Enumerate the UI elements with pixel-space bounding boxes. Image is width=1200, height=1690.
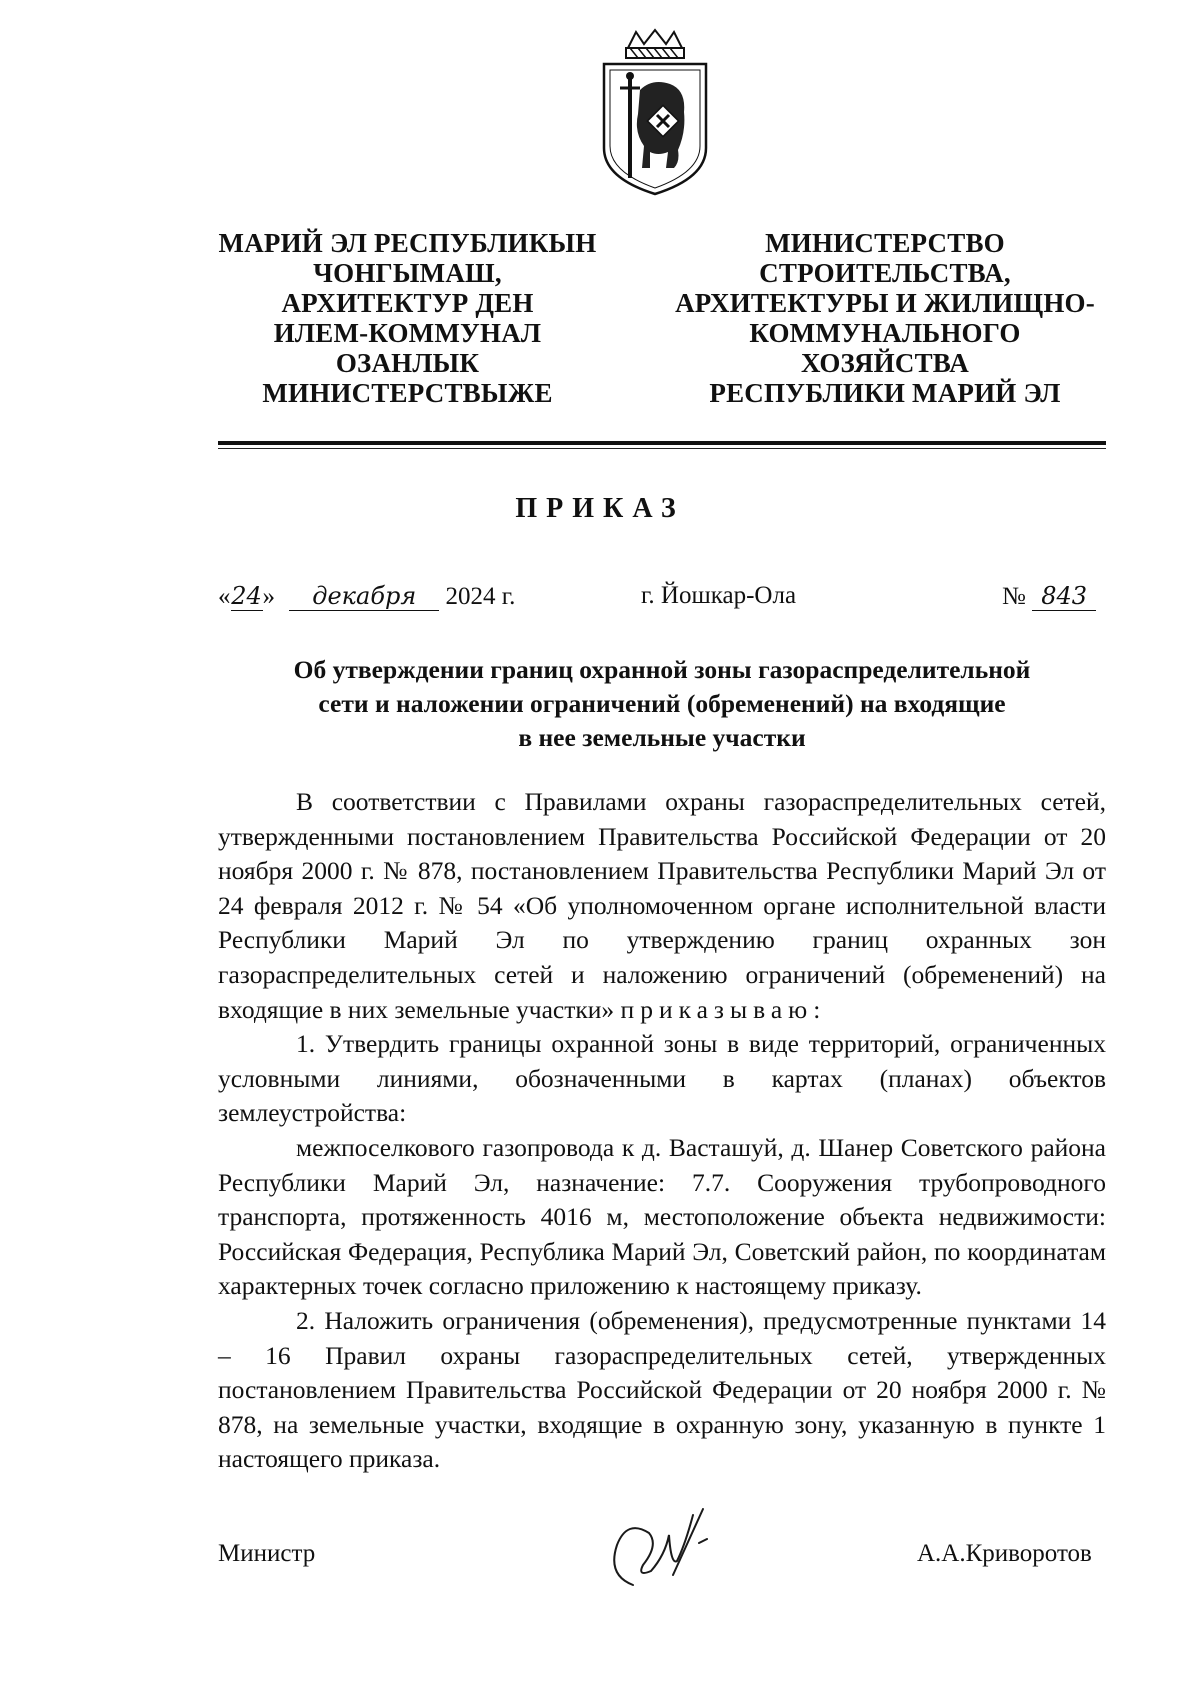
date-day: 24: [231, 582, 262, 610]
header-right-line: КОММУНАЛЬНОГО: [749, 318, 1021, 348]
header-left-line: МИНИСТЕРСТВЫЖЕ: [262, 378, 553, 408]
coat-of-arms-icon: [600, 28, 710, 198]
header-left-line: ИЛЕМ-КОММУНАЛ: [273, 318, 542, 348]
order-word: приказываю:: [620, 994, 827, 1024]
title-line: сети и наложении ограничений (обременений) на входящие: [318, 689, 1006, 718]
header-left-line: МАРИЙ ЭЛ РЕСПУБЛИКЫН: [218, 228, 597, 258]
document-number: 843: [1032, 582, 1096, 611]
header-right-line: ХОЗЯЙСТВА: [801, 348, 969, 378]
document-title: [218, 653, 1106, 755]
signatory-position: Министр: [218, 1540, 316, 1567]
header-right-block: [655, 228, 1115, 408]
date-open-quote: «: [218, 583, 231, 610]
document-city: г. Йошкар-Ола: [641, 582, 797, 609]
body-paragraph-1: 1. Утвердить границы охранной зоны в виде территорий, ограниченных условными линиями, обозначенными в картах (планах) объектов землеустройства:: [218, 1029, 1106, 1128]
header-right-line: АРХИТЕКТУРЫ И ЖИЛИЩНО-: [675, 288, 1095, 318]
body-paragraph-preamble: [218, 785, 1106, 1027]
preamble-text: В соответствии с Правилами охраны газораспределительных сетей, утвержденными постановлением Правительства Российской Федерации от 20 ноября 2000 г. № 878, постановлением Правительства Республики Марий Эл от 24 февраля 2012 г. № 54 «Об уполномоченном органе исполнительной власти Республики Марий Эл по утверждению границ охранных зон газораспределительных сетей и наложению ограничений (обременений) на входящие в них земельные участки»: [218, 787, 1106, 1024]
date-month: декабря: [289, 582, 439, 611]
header-divider-thin: [218, 448, 1106, 449]
header-right-line: РЕСПУБЛИКИ МАРИЙ ЭЛ: [709, 378, 1061, 408]
header-divider-thick: [218, 441, 1106, 445]
title-line: в нее земельные участки: [518, 723, 806, 752]
body-paragraph-object: межпоселкового газопровода к д. Васташуй, д. Шанер Советского района Республики Марий Эл, назначение: 7.7. Сооружения трубопроводного транспорта, протяженность 4016 м, местоположение объекта недвижимости: Российская Федерация, Республика Марий Эл, Советский район, по координатам характерных точек согласно приложению к настоящему приказу.: [218, 1132, 1106, 1301]
header-left-line: ОЗАНЛЫК: [335, 348, 480, 378]
date-field: [218, 582, 515, 611]
date-close-quote: »: [262, 583, 275, 610]
number-label: №: [1002, 583, 1026, 610]
header-right-line: СТРОИТЕЛЬСТВА,: [759, 258, 1011, 288]
document-type-heading: ПРИКАЗ: [515, 493, 685, 524]
document-body: [218, 785, 1106, 1477]
body-paragraph-2: 2. Наложить ограничения (обременения), предусмотренные пунктами 14 – 16 Правил охраны газораспределительных сетей, утвержденных постановлением Правительства Российской Федерации от 20 ноября 2000 г. № 878, на земельные участки, входящие в охранную зону, указанную в пункте 1 настоящего приказа.: [218, 1305, 1106, 1474]
signatory-name: А.А.Криворотов: [917, 1540, 1092, 1567]
handwritten-signature: [603, 1505, 713, 1595]
header-left-line: АРХИТЕКТУР ДЕН: [281, 288, 534, 318]
header-right-line: МИНИСТЕРСТВО: [765, 228, 1005, 258]
title-line: Об утверждении границ охранной зоны газораспределительной: [293, 655, 1031, 684]
date-year: 2024 г.: [445, 583, 516, 610]
document-number-field: [1002, 582, 1096, 611]
header-left-line: ЧОНГЫМАШ,: [313, 258, 502, 288]
header-left-block: [205, 228, 610, 408]
